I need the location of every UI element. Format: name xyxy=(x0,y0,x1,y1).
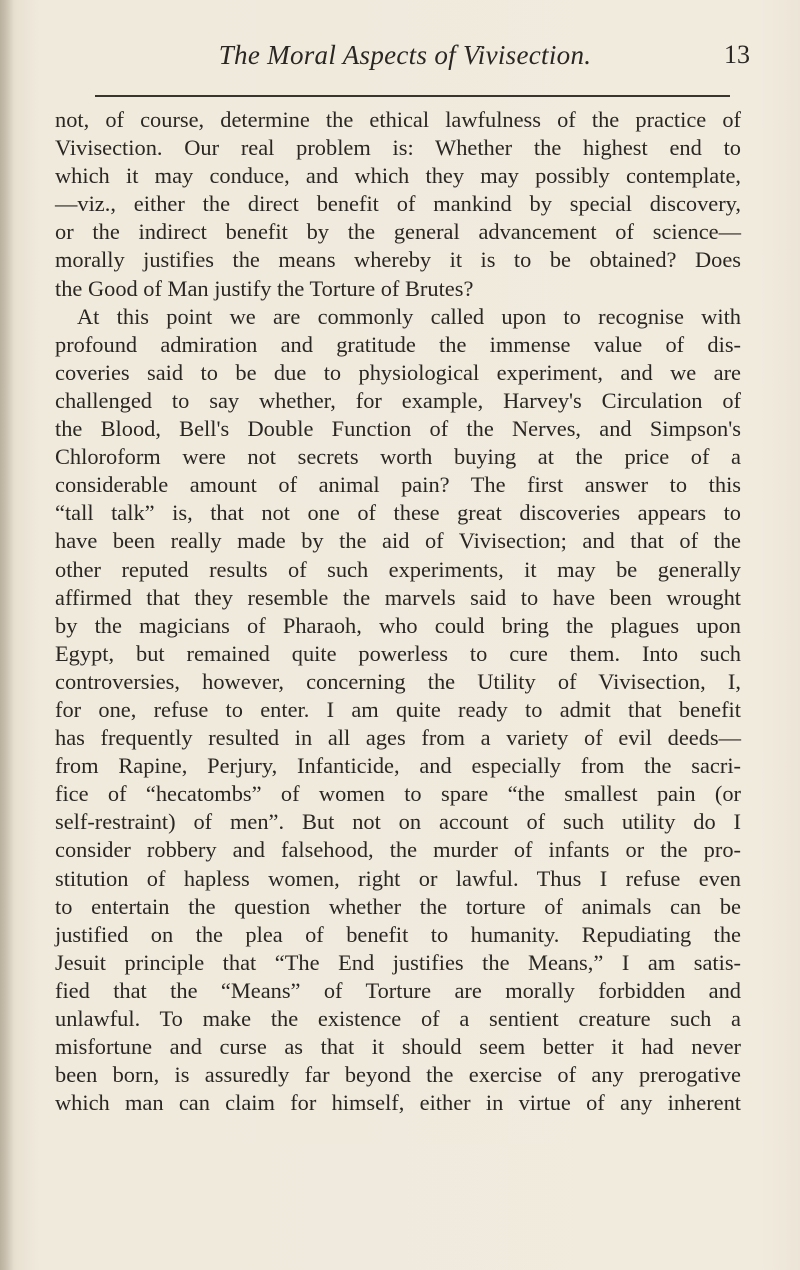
text-line: been born, is assuredly far beyond the exercise of any prerogative xyxy=(55,1062,741,1088)
text-line: challenged to say whether, for example, Harvey's Circulation of xyxy=(55,387,741,413)
text-line: Chloroform were not secrets worth buying at the price of a xyxy=(55,444,741,470)
text-line: justified on the plea of benefit to humanity. Repudiating the xyxy=(55,921,741,947)
text-line: —viz., either the direct benefit of mankind by special discovery, xyxy=(55,191,741,217)
text-line: self-restraint) of men”. But not on account of such utility do I xyxy=(55,809,741,835)
text-line: which it may conduce, and which they may possibly contemplate, xyxy=(55,163,741,189)
text-line: coveries said to be due to physiological experiment, and we are xyxy=(55,359,741,385)
text-line: unlawful. To make the existence of a sentient creature such a xyxy=(55,1006,741,1031)
text-line: “tall talk” is, that not one of these great discoveries appears to xyxy=(55,500,741,526)
text-line: have been really made by the aid of Vivisection; and that of the xyxy=(55,528,741,554)
text-line: morally justifies the means whereby it is to be obtained? Does xyxy=(55,247,741,273)
text-line: by the magicians of Pharaoh, who could bring the plagues upon xyxy=(55,612,741,638)
text-line: considerable amount of animal pain? The first answer to this xyxy=(55,472,741,498)
text-line: Jesuit principle that “The End justifies the Means,” I am satis- xyxy=(55,949,741,975)
text-line: or the indirect benefit by the general advancement of science— xyxy=(55,219,741,245)
text-line: At this point we are commonly called upon to recognise with xyxy=(77,303,741,329)
text-line: the Blood, Bell's Double Function of the Nerves, and Simpson's xyxy=(55,416,741,442)
text-line: other reputed results of such experiments, it may be generally xyxy=(55,556,741,582)
page-number: 13 xyxy=(724,40,750,69)
text-line: has frequently resulted in all ages from a variety of evil deeds— xyxy=(55,725,741,751)
text-line: misfortune and curse as that it should seem better it had never xyxy=(55,1034,741,1060)
text-line: fice of “hecatombs” of women to spare “the smallest pain (or xyxy=(55,781,741,807)
text-line: from Rapine, Perjury, Infanticide, and especially from the sacri- xyxy=(55,753,741,779)
text-line: consider robbery and falsehood, the murder of infants or the pro- xyxy=(55,837,741,863)
text-line: fied that the “Means” of Torture are morally forbidden and xyxy=(55,977,741,1003)
header-rule xyxy=(95,95,730,97)
page-header xyxy=(60,40,750,80)
text-line: controversies, however, concerning the Utility of Vivisection, I, xyxy=(55,668,741,694)
text-line: not, of course, determine the ethical lawfulness of the practice of xyxy=(55,107,741,132)
text-line: profound admiration and gratitude the immense value of dis- xyxy=(55,331,741,357)
text-line: Vivisection. Our real problem is: Whether the highest end to xyxy=(55,135,741,161)
body-text xyxy=(55,106,741,1117)
text-line: the Good of Man justify the Torture of Brutes? xyxy=(55,275,474,301)
text-line: to entertain the question whether the torture of animals can be xyxy=(55,893,741,919)
text-line: stitution of hapless women, right or lawful. Thus I refuse even xyxy=(55,865,741,891)
text-line: for one, refuse to enter. I am quite ready to admit that benefit xyxy=(55,696,741,722)
running-title: The Moral Aspects of Vivisection. xyxy=(218,40,592,70)
page-gutter xyxy=(0,0,14,1270)
text-line: which man can claim for himself, either in virtue of any inherent xyxy=(55,1090,741,1116)
text-line: Egypt, but remained quite powerless to cure them. Into such xyxy=(55,640,741,666)
text-line: affirmed that they resemble the marvels said to have been wrought xyxy=(55,584,741,610)
